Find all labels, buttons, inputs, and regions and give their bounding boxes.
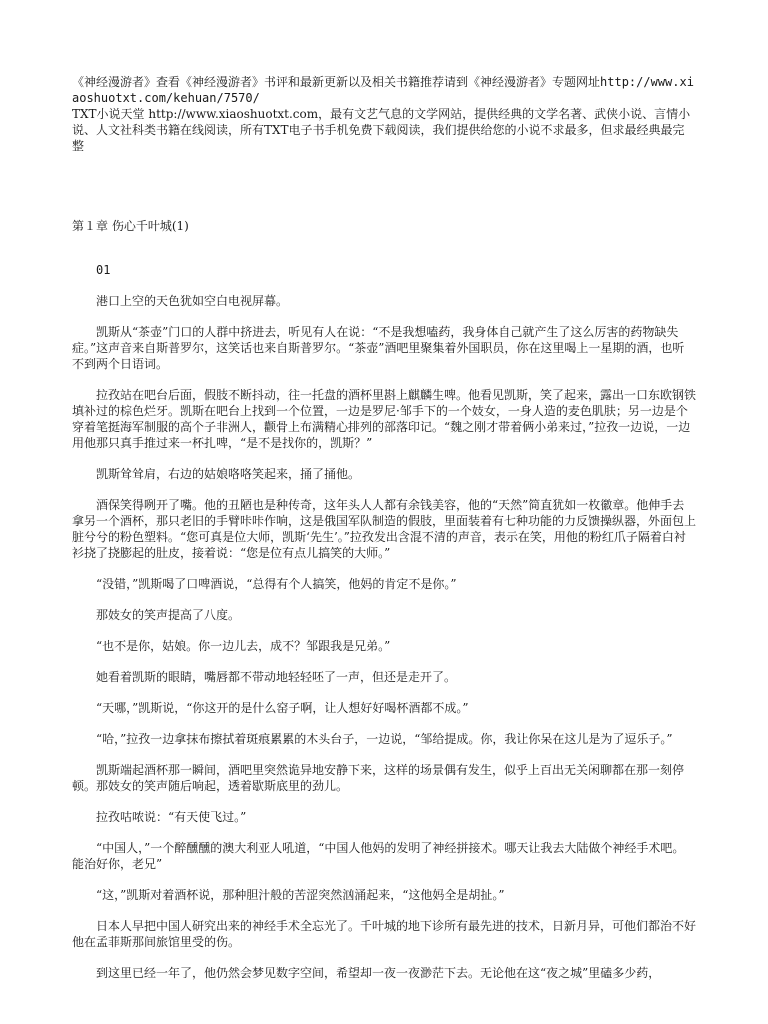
paragraph: 凯斯端起酒杯那一瞬间，酒吧里突然诡异地安静下来，这样的场景偶有发生，似乎上百出无关闲聊都在那一刻停顿。那妓女的笑声随后响起，透着歇斯底里的劲儿。 xyxy=(72,763,685,793)
header-line-2: TXT小说天堂 http://www.xiaoshuotxt.com，最有文艺气息的文学网站，提供经典的文学名著、武侠小说、言情小说、人文社科类书籍在线阅读，所有TXT电子书手机免费下载阅读，我们提供给您的小说不求最多，但求最经典最完整 xyxy=(72,107,691,153)
chapter-title: 第１章 伤心千叶城(1) xyxy=(72,219,189,233)
paragraph: “这，”凯斯对着酒杯说，那种胆汁般的苦涩突然汹涌起来，“这他妈全是胡扯。” xyxy=(96,888,505,902)
paragraph: “哈，”拉孜一边拿抹布擦拭着斑痕累累的木头台子，一边说，“邹给提成。你，我让你呆在这儿是为了逗乐子。” xyxy=(96,732,673,746)
chapter-body xyxy=(72,293,696,981)
paragraph: 酒保笑得咧开了嘴。他的丑陋也是种传奇，这年头人人都有余钱美容，他的“天然”简直犹如一枚徽章。他伸手去拿另一个酒杯，那只老旧的手臂咔咔作响，这是俄国军队制造的假肢，里面装着有七种功能的力反馈操纵器，外面包上脏兮兮的粉色塑料。“您可真是位大师，凯斯‘先生’。”拉孜发出含混不清的声音，表示在笑，用他的粉红爪子隔着白衬衫挠了挠膨起的肚皮，接着说：“您是位有点儿搞笑的大师。” xyxy=(72,498,697,560)
paragraph: “中国人，”一个醉醺醺的澳大利亚人吼道，“中国人他妈的发明了神经拼接术。哪天让我去大陆做个神经手术吧。能治好你，老兄” xyxy=(72,841,685,871)
paragraph: 那妓女的笑声提高了八度。 xyxy=(96,608,241,622)
site-header xyxy=(72,74,696,154)
section-number: 01 xyxy=(96,263,111,277)
paragraph: “也不是你，姑娘。你一边儿去，成不？邹跟我是兄弟。” xyxy=(96,639,391,653)
header-url-link[interactable]: http://www.xiaoshuotxt.com/kehuan/7570/ xyxy=(72,75,694,105)
header-promo-text: 《神经漫游者》查看《神经漫游者》书评和最新更新以及相关书籍推荐请到《神经漫游者》专题网址 xyxy=(72,75,601,89)
paragraph: 拉孜站在吧台后面，假肢不断抖动，往一托盘的酒杯里斟上麒麟生啤。他看见凯斯，笑了起来，露出一口东欧钢铁填补过的棕色烂牙。凯斯在吧台上找到一个位置，一边是罗尼·邹手下的一个妓女，一身人造的麦色肌肤；另一边是个穿着笔挺海军制服的高个子非洲人，颧骨上布满精心排列的部落印记。“魏之刚才带着俩小弟来过，”拉孜一边说，一边用他那只真手推过来一杯扎啤，“是不是找你的，凯斯？” xyxy=(72,388,697,450)
paragraph: 港口上空的天色犹如空白电视屏幕。 xyxy=(96,294,289,308)
paragraph: 凯斯耸耸肩，右边的姑娘咯咯笑起来，捅了捅他。 xyxy=(96,467,361,481)
header-line-1 xyxy=(72,74,696,106)
paragraph: 拉孜咕哝说：“有天使飞过。” xyxy=(96,810,247,824)
paragraph: 到这里已经一年了，他仍然会梦见数字空间，希望却一夜一夜渺茫下去。无论他在这“夜之城”里磕多少药， xyxy=(96,966,661,980)
paragraph: “天哪，”凯斯说，“你这开的是什么窑子啊，让人想好好喝杯酒都不成。” xyxy=(96,701,469,715)
paragraph: “没错，”凯斯喝了口啤酒说，“总得有个人搞笑，他妈的肯定不是你。” xyxy=(96,577,457,591)
paragraph: 日本人早把中国人研究出来的神经手术全忘光了。千叶城的地下诊所有最先进的技术，日新月异，可他们都治不好他在孟菲斯那间旅馆里受的伤。 xyxy=(72,919,697,949)
paragraph: 凯斯从“茶壶”门口的人群中挤进去，听见有人在说：“不是我想嗑药，我身体自己就产生了这么厉害的药物缺失症。”这声音来自斯普罗尔，这笑话也来自斯普罗尔。“茶壶”酒吧里聚集着外国职员，你在这里喝上一星期的酒，也听不到两个日语词。 xyxy=(72,325,685,371)
paragraph: 她看着凯斯的眼睛，嘴唇都不带动地轻轻呸了一声，但还是走开了。 xyxy=(96,670,457,684)
